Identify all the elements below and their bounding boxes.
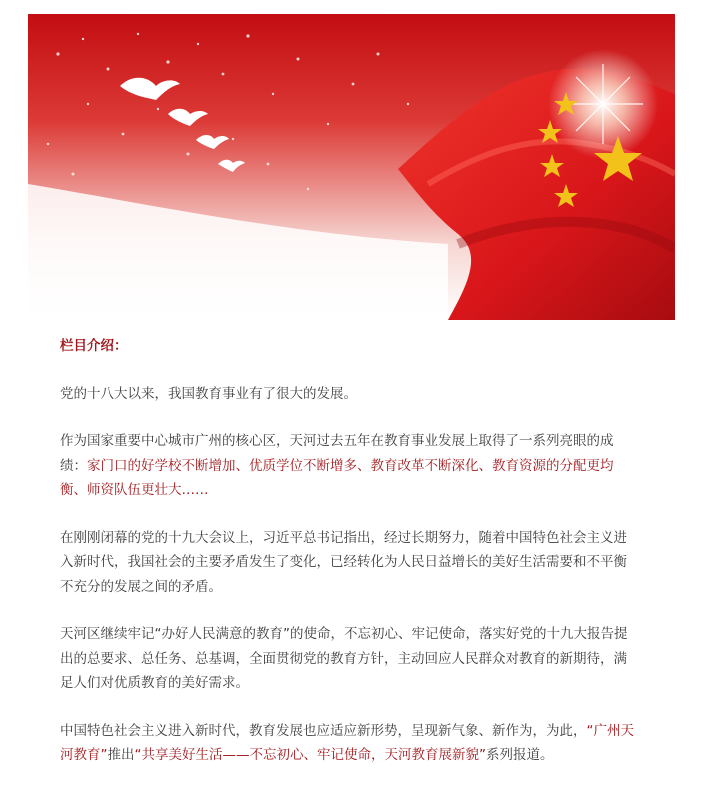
- paragraph-2-lead: 作为国家重要中心城市广州的核心区，天河过去五年在教育事业发展上取得了一系列亮眼的成绩：: [60, 433, 614, 474]
- paragraph-3: 在刚刚闭幕的党的十九大会议上，习近平总书记指出，经过长期努力，随着中国特色社会主义进入新时代，我国社会的主要矛盾发生了变化，已经转化为人民日益增长的美好生活需要和不平衡不充分的发展之间的矛盾。: [60, 529, 627, 595]
- paragraph-4: 天河区继续牢记“办好人民满意的教育”的使命，不忘初心、牢记使命，落实好党的十九大报告提出的总要求、总任务、总基调，全面贯彻党的教育方针，主动回应人民群众对教育的新期待，满足人们对优质教育的美好需求。: [60, 626, 628, 691]
- paragraph-2: [60, 429, 640, 503]
- banner-illustration: [28, 14, 675, 320]
- brand-name: “广州天河教育”: [60, 722, 634, 763]
- paragraph-5-tail: 系列报道。: [486, 747, 554, 763]
- article-body: [60, 334, 640, 791]
- paragraph-5-mid: 推出: [107, 747, 135, 763]
- section-heading: 栏目介绍：: [60, 338, 128, 354]
- series-title: “共享美好生活——不忘初心、牢记使命，天河教育展新貌”: [134, 747, 486, 763]
- paragraph-2-highlight: 家门口的好学校不断增加、优质学位不断增多、教育改革不断深化、教育资源的分配更均衡、师资队伍更壮大……: [60, 457, 614, 498]
- paragraph-5-lead: 中国特色社会主义进入新时代，教育发展也应适应新形势，呈现新气象、新作为，为此，: [60, 722, 587, 739]
- paragraph-1: 党的十八大以来，我国教育事业有了很大的发展。: [60, 385, 357, 402]
- red-flag-banner: [28, 14, 675, 320]
- paragraph-5: [60, 719, 640, 768]
